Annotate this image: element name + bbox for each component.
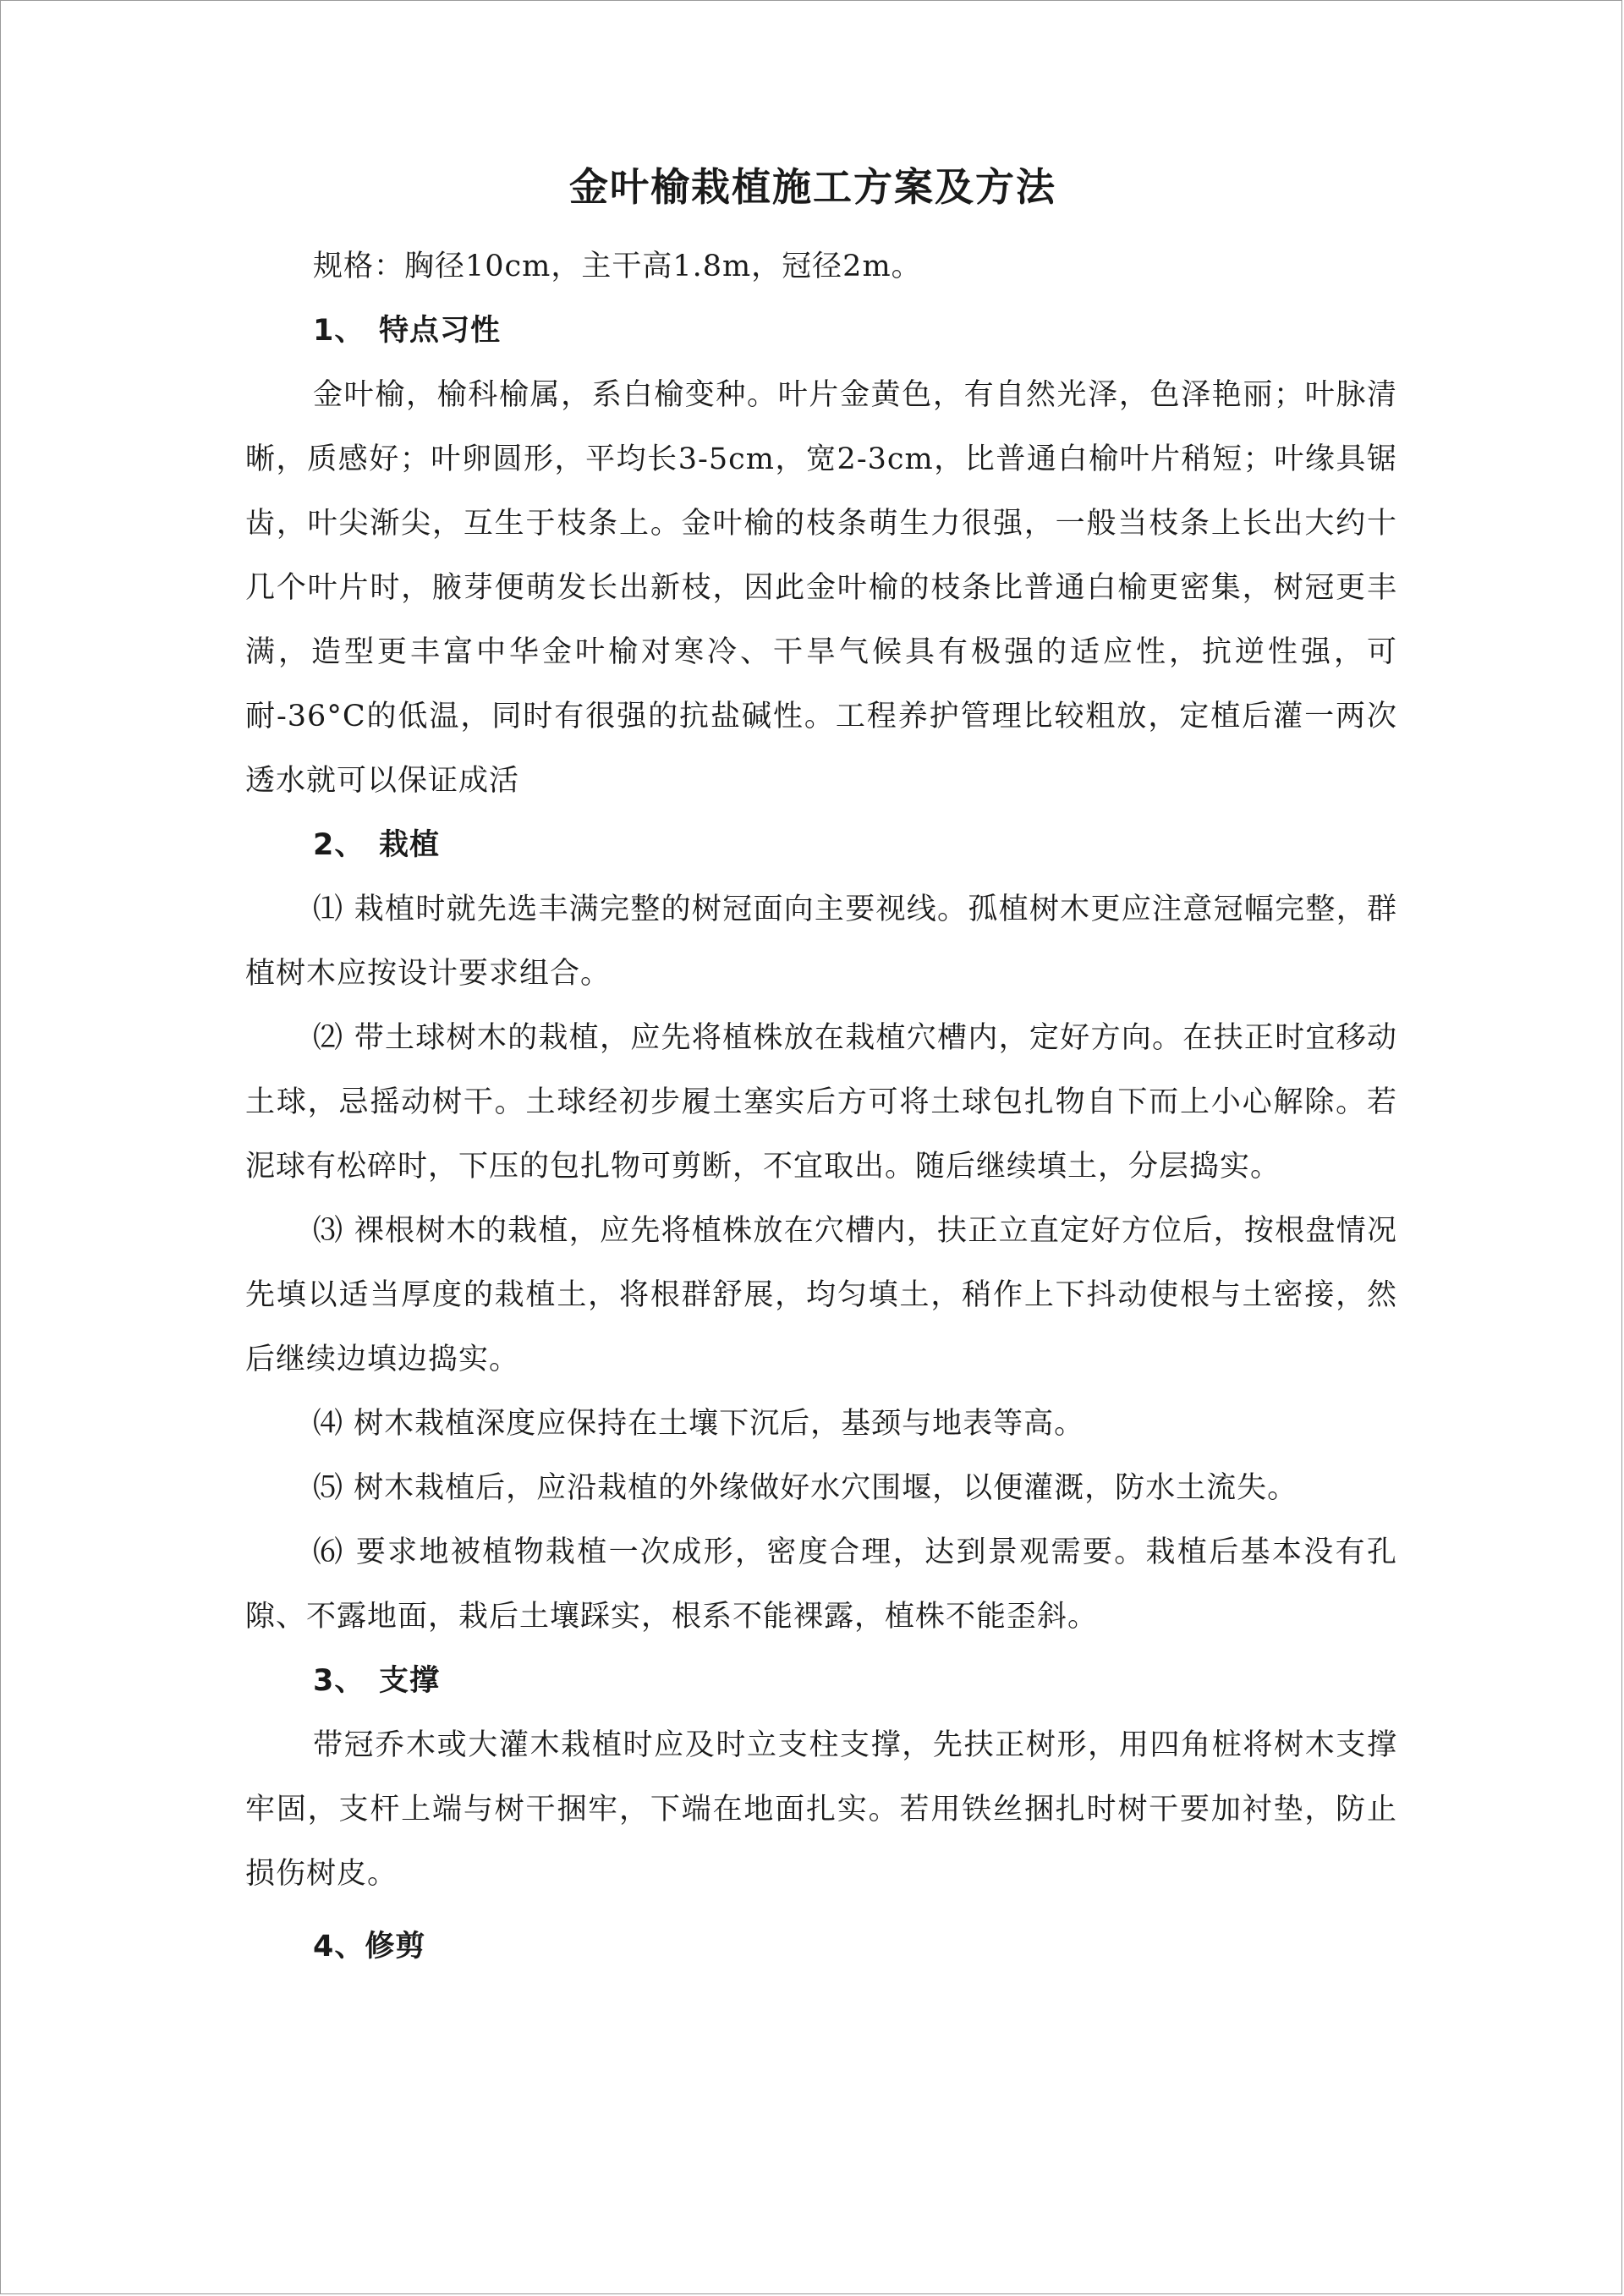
planting-item-4: ⑷ 树木栽植深度应保持在土壤下沉后，基颈与地表等高。 xyxy=(313,1407,1085,1441)
section-heading-2 xyxy=(245,813,1397,877)
section-title: 特点习性 xyxy=(379,314,502,348)
section-number: 1、 xyxy=(313,314,365,348)
planting-item-2: ⑵ 带土球树木的栽植，应先将植株放在栽植穴槽内，定好方向。在扶正时宜移动土球，忌摇动树干。土球经初步履土塞实后方可将土球包扎物自下而上小心解除。若泥球有松碎时，下压的包扎物可剪断，不宜取出。随后继续填土，分层捣实。 xyxy=(245,1021,1397,1184)
section-heading-3 xyxy=(245,1649,1397,1713)
section-heading-1 xyxy=(245,299,1397,363)
planting-item-5: ⑸ 树木栽植后，应沿栽植的外缘做好水穴围堰，以便灌溉，防水土流失。 xyxy=(313,1471,1298,1505)
planting-item-6: ⑹ 要求地被植物栽植一次成形，密度合理，达到景观需要。栽植后基本没有孔隙、不露地面，栽后土壤踩实，根系不能裸露，植株不能歪斜。 xyxy=(245,1535,1397,1634)
section-heading-4 xyxy=(245,1914,1397,1979)
planting-item-3: ⑶ 裸根树木的栽植，应先将植株放在穴槽内，扶正立直定好方位后，按根盘情况先填以适当厚度的栽植土，将根群舒展，均匀填土，稍作上下抖动使根与土密接，然后继续边填边捣实。 xyxy=(245,1214,1397,1376)
document-title: 金叶榆栽植施工方案及方法 xyxy=(569,164,1056,210)
spec-line: 规格：胸径10cm，主干高1.8m，冠径2m。 xyxy=(313,250,922,283)
section-title: 支撑 xyxy=(379,1664,441,1698)
document-body xyxy=(245,234,1397,1979)
section-number: 4、 xyxy=(313,1930,365,1964)
section-number: 2、 xyxy=(313,828,365,862)
section-number: 3、 xyxy=(313,1664,365,1698)
section-1-paragraph: 金叶榆，榆科榆属，系白榆变种。叶片金黄色，有自然光泽，色泽艳丽；叶脉清晰，质感好；叶卵圆形，平均长3-5cm，宽2-3cm，比普通白榆叶片稍短；叶缘具锯齿，叶尖渐尖，互生于枝条上。金叶榆的枝条萌生力很强，一般当枝条上长出大约十几个叶片时，腋芽便萌发长出新枝，因此金叶榆的枝条比普通白榆更密集，树冠更丰满，造型更丰富中华金叶榆对寒冷、干旱气候具有极强的适应性，抗逆性强，可耐-36°C的低温，同时有很强的抗盐碱性。工程养护管理比较粗放，定植后灌一两次透水就可以保证成活 xyxy=(245,378,1397,798)
support-paragraph: 带冠乔木或大灌木栽植时应及时立支柱支撑，先扶正树形，用四角桩将树木支撑牢固，支杆上端与树干捆牢，下端在地面扎实。若用铁丝捆扎时树干要加衬垫，防止损伤树皮。 xyxy=(245,1728,1397,1891)
planting-item-1: ⑴ 栽植时就先选丰满完整的树冠面向主要视线。孤植树木更应注意冠幅完整，群植树木应按设计要求组合。 xyxy=(245,893,1397,991)
section-title: 修剪 xyxy=(365,1930,426,1964)
section-title: 栽植 xyxy=(379,828,441,862)
